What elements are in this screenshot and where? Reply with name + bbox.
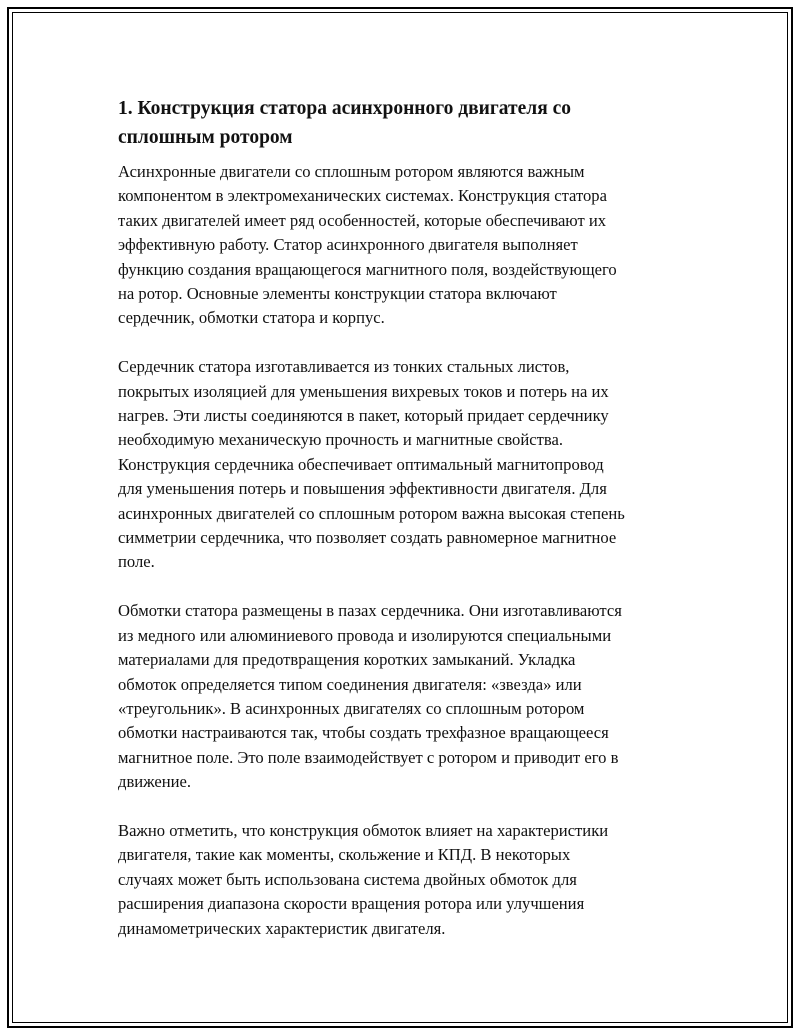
paragraph-line: Асинхронные двигатели со сплошным ротором являются важным: [118, 162, 585, 181]
section-heading: [118, 94, 698, 152]
paragraph-line: Обмотки статора размещены в пазах сердечника. Они изготавливаются: [118, 601, 622, 621]
paragraph-line: необходимую механическую прочность и магнитные свойства.: [118, 430, 563, 450]
paragraph-line: нагрев. Эти листы соединяются в пакет, который придает сердечнику: [118, 406, 609, 426]
section-heading-line: сплошным ротором: [118, 127, 293, 148]
paragraph-line: симметрии сердечника, что позволяет создать равномерное магнитное: [118, 528, 617, 548]
document-body: [118, 94, 698, 965]
paragraph-windings: [118, 599, 698, 794]
paragraph-line: сердечник, обмотки статора и корпус.: [118, 308, 385, 328]
paragraph-line: материалами для предотвращения коротких замыканий. Укладка: [118, 650, 576, 670]
paragraph-line: асинхронных двигателей со сплошным ротором важна высокая степень: [118, 503, 625, 523]
paragraph-line: функцию создания вращающегося магнитного поля, воздействующего: [118, 259, 617, 279]
paragraph-line: Сердечник статора изготавливается из тонких стальных листов,: [118, 357, 570, 377]
paragraph-line: «треугольник». В асинхронных двигателях со сплошным ротором: [118, 698, 585, 718]
paragraph-line: случаях может быть использована система двойных обмоток для: [118, 869, 577, 889]
paragraph-line: динамометрических характеристик двигателя.: [118, 918, 446, 938]
paragraph-line: магнитное поле. Это поле взаимодействует с ротором и приводит его в: [118, 747, 619, 767]
paragraph-note: [118, 819, 698, 941]
paragraph-core: [118, 355, 698, 575]
paragraph-line: покрытых изоляцией для уменьшения вихревых токов и потерь на их: [118, 381, 609, 401]
paragraph-line: таких двигателей имеет ряд особенностей, которые обеспечивают их: [118, 210, 607, 230]
paragraph-line: расширения диапазона скорости вращения ротора или улучшения: [118, 894, 585, 914]
paragraph-line: обмоток определяется типом соединения двигателя: «звезда» или: [118, 674, 582, 694]
paragraph-line: поле.: [118, 552, 155, 572]
paragraph-line: Важно отметить, что конструкция обмоток влияет на характеристики: [118, 820, 609, 840]
paragraph-line: движение.: [118, 772, 192, 792]
paragraph-line: для уменьшения потерь и повышения эффективности двигателя. Для: [118, 479, 607, 499]
paragraph-line: эффективную работу. Статор асинхронного двигателя выполняет: [118, 235, 578, 255]
paragraph-intro: [118, 160, 698, 331]
paragraph-line: обмотки настраиваются так, чтобы создать трехфазное вращающееся: [118, 723, 609, 743]
section-heading-line: 1. Конструкция статора асинхронного двигателя со: [118, 98, 572, 119]
paragraph-line: Конструкция сердечника обеспечивает оптимальный магнитопровод: [118, 454, 604, 474]
paragraph-line: из медного или алюминиевого провода и изолируются специальными: [118, 625, 612, 645]
paragraph-line: на ротор. Основные элементы конструкции статора включают: [118, 284, 557, 304]
paragraph-line: компонентом в электромеханических системах. Конструкция статора: [118, 186, 607, 206]
paragraph-line: двигателя, такие как моменты, скольжение и КПД. В некоторых: [118, 845, 571, 865]
